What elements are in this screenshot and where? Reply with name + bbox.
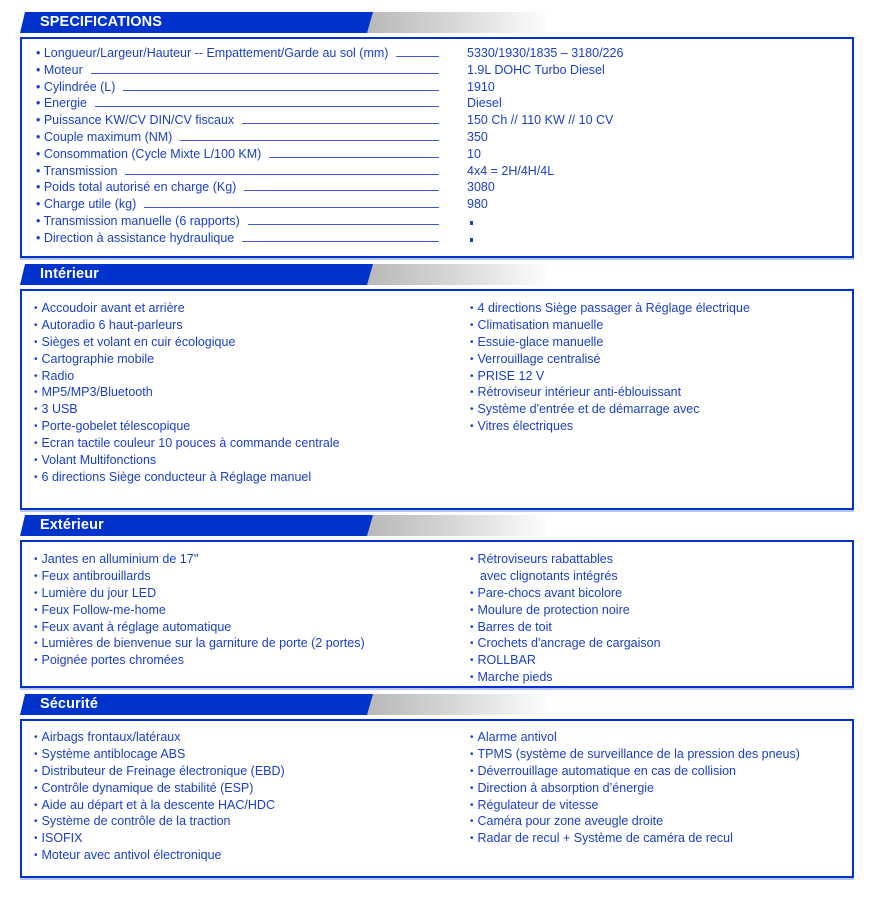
- exterieur-list-right: [470, 551, 661, 686]
- spec-label: • Energie: [36, 96, 87, 111]
- spec-row: [36, 163, 836, 180]
- list-item: • 3 USB: [34, 401, 340, 418]
- spec-row: [36, 179, 836, 196]
- list-item: • Lumières de bienvenue sur la garniture de porte (2 portes): [34, 635, 365, 652]
- spec-row: [36, 129, 836, 146]
- list-item: • Rétroviseur intérieur anti-éblouissant: [470, 384, 750, 401]
- leader-line: [125, 174, 439, 175]
- list-item: • 4 directions Siège passager à Réglage électrique: [470, 300, 750, 317]
- spec-value: 4x4 = 2H/4H/4L: [467, 163, 555, 178]
- spec-row: [36, 146, 836, 163]
- spec-label: • Puissance KW/CV DIN/CV fiscaux: [36, 113, 235, 128]
- securite-list-left: [34, 729, 285, 864]
- list-item: • Direction à absorption d’énergie: [470, 780, 800, 797]
- list-item: • Caméra pour zone aveugle droite: [470, 813, 800, 830]
- list-item: • MP5/MP3/Bluetooth: [34, 384, 340, 401]
- list-item: • ISOFIX: [34, 830, 285, 847]
- header-gradient: [367, 694, 552, 715]
- interieur-header: [20, 264, 550, 285]
- list-item: • Système de contrôle de la traction: [34, 813, 285, 830]
- spec-value: 5330/1930/1835 – 3180/226: [467, 46, 624, 60]
- spec-label: • Poids total autorisé en charge (Kg): [36, 180, 237, 195]
- spec-row: [36, 230, 836, 247]
- list-item: • Vitres électriques: [470, 418, 750, 435]
- list-item: • Radar de recul + Système de caméra de recul: [470, 830, 800, 847]
- list-item: • Porte-gobelet télescopique: [34, 418, 340, 435]
- list-item: • Feux Follow-me-home: [34, 602, 365, 619]
- interieur-title: Intérieur: [40, 266, 99, 282]
- spec-value: Diesel: [467, 96, 502, 111]
- list-item: • Régulateur de vitesse: [470, 797, 800, 814]
- list-item: • Essuie-glace manuelle: [470, 334, 750, 351]
- list-item: • Airbags frontaux/latéraux: [34, 729, 285, 746]
- securite-header: [20, 694, 550, 715]
- header-gradient: [367, 264, 552, 285]
- spec-row: [36, 62, 836, 79]
- list-item: • Cartographie mobile: [34, 351, 340, 368]
- spec-label: • Direction à assistance hydraulique: [36, 230, 235, 245]
- interieur-box: [20, 289, 854, 510]
- spec-value: 1.9L DOHC Turbo Diesel: [467, 62, 605, 77]
- included-marker-icon: [470, 238, 473, 242]
- leader-line: [123, 90, 439, 91]
- exterieur-list-left: [34, 551, 365, 669]
- leader-line: [180, 140, 439, 141]
- list-item: • Distributeur de Freinage électronique (EBD): [34, 763, 285, 780]
- spec-label: • Charge utile (kg): [36, 197, 137, 212]
- list-item: avec clignotants intégrés: [480, 568, 618, 583]
- list-item: • Déverrouillage automatique en cas de collision: [470, 763, 800, 780]
- list-item: • 6 directions Siège conducteur à Réglage manuel: [34, 469, 340, 486]
- list-item: • Moteur avec antivol électronique: [34, 847, 285, 864]
- list-item: • Feux antibrouillards: [34, 568, 365, 585]
- list-item: • Lumière du jour LED: [34, 585, 365, 602]
- specifications-header: [20, 12, 550, 33]
- header-gradient: [367, 515, 552, 536]
- exterieur-header: [20, 515, 550, 536]
- list-item: • Volant Multifonctions: [34, 452, 340, 469]
- list-item: • Radio: [34, 368, 340, 385]
- spec-value: 350: [467, 130, 488, 144]
- specifications-box: [20, 37, 854, 258]
- spec-value: 980: [467, 197, 488, 212]
- interieur-list-left: [34, 300, 340, 486]
- spec-row: [36, 79, 836, 96]
- securite-list-right: [470, 729, 800, 847]
- leader-line: [91, 73, 439, 74]
- leader-line: [248, 224, 439, 225]
- spec-row: [36, 213, 836, 230]
- leader-line: [269, 157, 439, 158]
- included-marker-icon: [470, 221, 473, 225]
- list-item: • Marche pieds: [470, 669, 661, 686]
- spec-label: • Transmission: [36, 163, 118, 178]
- spec-label: • Longueur/Largeur/Hauteur -- Empattement/Garde au sol (mm): [36, 46, 389, 60]
- spec-label: • Transmission manuelle (6 rapports): [36, 214, 240, 228]
- list-item: • Sièges et volant en cuir écologique: [34, 334, 340, 351]
- spec-value: 1910: [467, 79, 495, 94]
- list-item: • PRISE 12 V: [470, 368, 750, 385]
- list-item: • Aide au départ et à la descente HAC/HDC: [34, 797, 285, 814]
- list-item: • Moulure de protection noire: [470, 602, 661, 619]
- list-item: • Ecran tactile couleur 10 pouces à commande centrale: [34, 435, 340, 452]
- spec-value: 3080: [467, 180, 495, 195]
- list-item: • Système antiblocage ABS: [34, 746, 285, 763]
- spec-value: 10: [467, 146, 481, 161]
- list-item: • Poignée portes chromées: [34, 652, 365, 669]
- list-item: • Crochets d'ancrage de cargaison: [470, 635, 661, 652]
- spec-row: [36, 112, 836, 129]
- list-item: • Système d'entrée et de démarrage avec: [470, 401, 750, 418]
- spec-label: • Couple maximum (NM): [36, 130, 173, 144]
- list-item: • Barres de toit: [470, 619, 661, 636]
- spec-row: [36, 45, 836, 62]
- specifications-title: SPECIFICATIONS: [40, 14, 162, 30]
- leader-line: [242, 241, 439, 242]
- exterieur-box: [20, 540, 854, 688]
- list-item: • Jantes en alluminium de 17'': [34, 551, 365, 568]
- list-item: • Autoradio 6 haut-parleurs: [34, 317, 340, 334]
- list-item: • Accoudoir avant et arrière: [34, 300, 340, 317]
- list-item: • Alarme antivol: [470, 729, 800, 746]
- spec-label: • Cylindrée (L): [36, 79, 116, 94]
- leader-line: [244, 190, 439, 191]
- list-item: • Feux avant à réglage automatique: [34, 619, 365, 636]
- header-gradient: [367, 12, 552, 33]
- exterieur-title: Extérieur: [40, 517, 104, 533]
- spec-label: • Moteur: [36, 62, 83, 77]
- spec-label: • Consommation (Cycle Mixte L/100 KM): [36, 146, 262, 161]
- spec-value: 150 Ch // 110 KW // 10 CV: [467, 113, 614, 128]
- leader-line: [242, 123, 439, 124]
- spec-row: [36, 196, 836, 213]
- leader-line: [95, 106, 439, 107]
- list-item: • ROLLBAR: [470, 652, 661, 669]
- spec-row: [36, 95, 836, 112]
- leader-line: [396, 56, 439, 57]
- securite-box: [20, 719, 854, 878]
- list-item: • Climatisation manuelle: [470, 317, 750, 334]
- list-item: • Contrôle dynamique de stabilité (ESP): [34, 780, 285, 797]
- securite-title: Sécurité: [40, 696, 99, 712]
- list-item: • Pare-chocs avant bicolore: [470, 585, 661, 602]
- list-item: • Verrouillage centralisé: [470, 351, 750, 368]
- leader-line: [144, 207, 439, 208]
- list-item: • Rétroviseurs rabattables: [470, 551, 661, 568]
- interieur-list-right: [470, 300, 750, 435]
- list-item: • TPMS (système de surveillance de la pression des pneus): [470, 746, 800, 763]
